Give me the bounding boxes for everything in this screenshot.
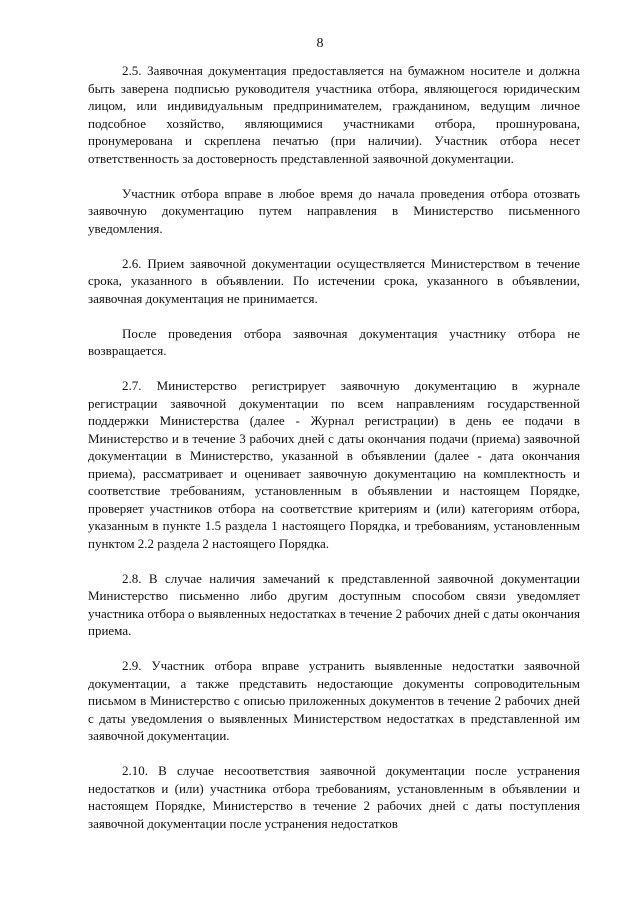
- paragraph-2-7: 2.7. Министерство регистрирует заявочную документацию в журнале регистрации заявочной документации по всем направлениям государственной поддержки Министерства (далее - Журнал регистрации) в день ее подачи в Министерство и в течение 3 рабочих дней с даты окончания подачи (приема) заявочной документации в Министерство, указанной в объявлении (далее - дата окончания приема), рассматривает и оценивает заявочную документацию на комплектность и соответствие требованиям, установленным в объявлении и настоящем Порядке, проверяет участников отбора на соответствие критериям и (или) категориям отбора, указанным в пункте 1.5 раздела 1 настоящего Порядка, и требованиям, установленным пунктом 2.2 раздела 2 настоящего Порядка.: [88, 378, 580, 551]
- paragraph-2-9: 2.9. Участник отбора вправе устранить выявленные недостатки заявочной документации, а также представить недостающие документы сопроводительным письмом в Министерство с описью приложенных документов в течение 2 рабочих дней с даты уведомления о выявленных Министерством недостатках в представленной им заявочной документации.: [88, 658, 580, 743]
- paragraph-2-10: 2.10. В случае несоответствия заявочной документации после устранения недостатков и (или) участника отбора требованиям, установленным в объявлении и настоящем Порядке, Министерство в течение 2 рабочих дней с даты поступления заявочной документации после устранения недостатков: [88, 763, 580, 831]
- paragraph-2-6: 2.6. Прием заявочной документации осуществляется Министерством в течение срока, указанного в объявлении. По истечении срока, указанного в объявлении, заявочная документация не принимается.: [88, 255, 580, 306]
- document-body: [88, 62, 580, 850]
- paragraph-withdrawal: Участник отбора вправе в любое время до начала проведения отбора отозвать заявочную документацию путем направления в Министерство письменного уведомления.: [88, 185, 580, 236]
- page-number: 8: [316, 36, 324, 51]
- paragraph-2-8: 2.8. В случае наличия замечаний к представленной заявочной документации Министерство письменно либо другим доступным способом связи уведомляет участника отбора о выявленных недостатках в течение 2 рабочих дней с даты окончания приема.: [88, 570, 580, 638]
- paragraph-no-return: После проведения отбора заявочная документация участнику отбора не возвращается.: [88, 325, 580, 358]
- paragraph-2-5: 2.5. Заявочная документация предоставляется на бумажном носителе и должна быть заверена подписью руководителя участника отбора, являющегося юридическим лицом, или индивидуальным предпринимателем, гражданином, ведущим личное подсобное хозяйство, являющимися участниками отбора, прошнурована, пронумерована и скреплена печатью (при наличии). Участник отбора несет ответственность за достоверность представленной заявочной документации.: [88, 63, 580, 166]
